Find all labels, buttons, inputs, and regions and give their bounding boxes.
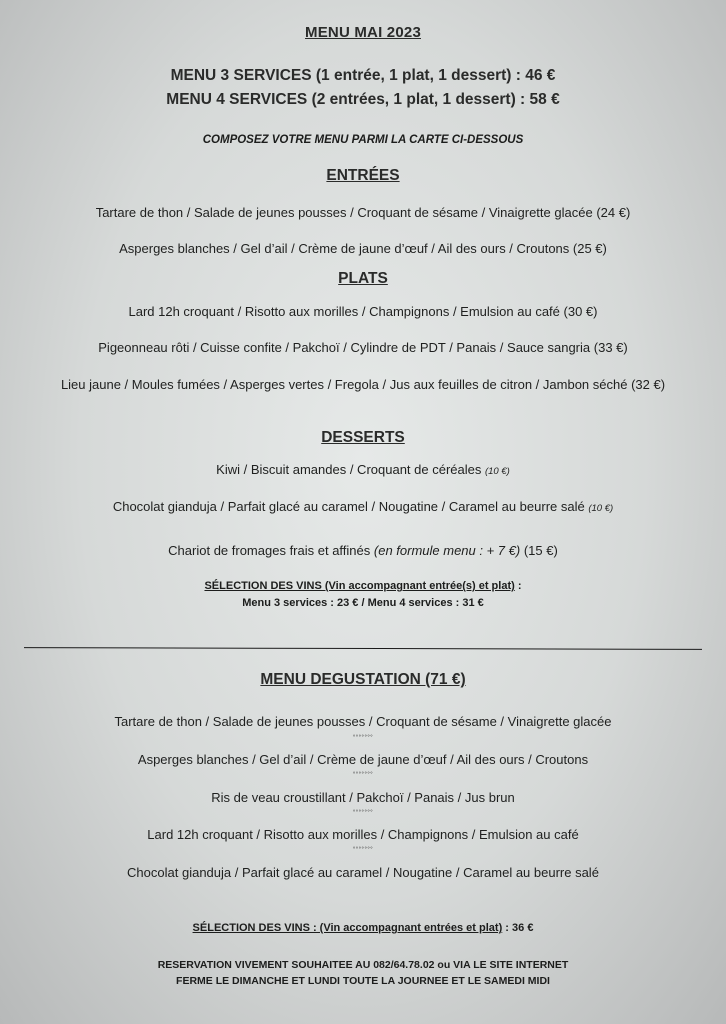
wine-selection-title [0, 580, 726, 592]
menu-4-services: MENU 4 SERVICES (2 entrées, 1 plat, 1 dessert) : 58 € [166, 91, 560, 108]
course-separator: °°°°°°° [352, 735, 374, 741]
entree-price: (24 €) [596, 205, 631, 220]
plat-price: (33 €) [593, 340, 628, 355]
degustation-heading: MENU DEGUSTATION (71 €) [260, 671, 466, 688]
entree-item [0, 205, 726, 220]
course-separator: °°°°°°° [352, 847, 374, 853]
entrees-heading: ENTRÉES [326, 167, 400, 184]
dessert-price: (15 €) [523, 543, 558, 558]
wine-selection-suffix: : [514, 580, 522, 592]
desserts-heading: DESSERTS [321, 429, 405, 446]
section-divider [24, 647, 702, 650]
entree-price: (25 €) [572, 241, 607, 256]
course-separator: °°°°°°° [352, 772, 374, 778]
entree-text: Asperges blanches / Gel d’ail / Crème de jaune d’œuf / Ail des ours / Croutons [119, 241, 570, 256]
dessert-item [0, 499, 726, 514]
degustation-course: Chocolat gianduja / Parfait glacé au caramel / Nougatine / Caramel au beurre salé [127, 865, 599, 880]
dessert-price: (10 €) [588, 503, 614, 514]
plat-price: (30 €) [563, 304, 598, 319]
menu-title: MENU MAI 2023 [305, 24, 421, 41]
dessert-text: Chariot de fromages frais et affinés [168, 543, 371, 558]
plats-heading: PLATS [338, 270, 388, 287]
formula-note: (en formule menu : + 7 €) [373, 543, 521, 558]
course-separator: °°°°°°° [352, 810, 374, 816]
plat-text: Pigeonneau rôti / Cuisse confite / Pakchoï / Cylindre de PDT / Panais / Sauce sangria [98, 340, 591, 355]
dessert-item [0, 543, 726, 558]
reservation-note: RESERVATION VIVEMENT SOUHAITEE AU 082/64.78.02 ou VIA LE SITE INTERNET [157, 959, 569, 971]
menu-3-services: MENU 3 SERVICES (1 entrée, 1 plat, 1 dessert) : 46 € [170, 67, 556, 84]
plat-item [0, 377, 726, 392]
compose-note: COMPOSEZ VOTRE MENU PARMI LA CARTE CI-DESSOUS [202, 134, 524, 146]
dessert-price: (10 €) [484, 466, 510, 477]
entree-item [0, 241, 726, 256]
degustation-wine-selection [0, 922, 726, 934]
dessert-text: Kiwi / Biscuit amandes / Croquant de céréales [216, 462, 482, 477]
plat-price: (32 €) [631, 377, 666, 392]
plat-item [0, 304, 726, 319]
wine-selection-label: SÉLECTION DES VINS (Vin accompagnant entrée(s) et plat) [204, 580, 515, 592]
plat-text: Lard 12h croquant / Risotto aux morilles / Champignons / Emulsion au café [128, 304, 560, 319]
entree-text: Tartare de thon / Salade de jeunes pousses / Croquant de sésame / Vinaigrette glacée [95, 205, 593, 220]
degustation-course: Tartare de thon / Salade de jeunes pousses / Croquant de sésame / Vinaigrette glacée [114, 714, 612, 729]
plat-item [0, 340, 726, 355]
degustation-wine-label: SÉLECTION DES VINS : (Vin accompagnant entrées et plat) [192, 922, 503, 934]
dessert-item [0, 462, 726, 477]
plat-text: Lieu jaune / Moules fumées / Asperges vertes / Fregola / Jus aux feuilles de citron / Jambon séché [60, 377, 628, 392]
wine-selection-prices: Menu 3 services : 23 € / Menu 4 services : 31 € [242, 597, 484, 609]
closing-hours: FERME LE DIMANCHE ET LUNDI TOUTE LA JOURNEE ET LE SAMEDI MIDI [176, 975, 550, 987]
degustation-course: Lard 12h croquant / Risotto aux morilles / Champignons / Emulsion au café [147, 827, 579, 842]
degustation-wine-price: : 36 € [502, 922, 534, 934]
dessert-text: Chocolat gianduja / Parfait glacé au caramel / Nougatine / Caramel au beurre salé [112, 499, 585, 514]
degustation-course: Asperges blanches / Gel d’ail / Crème de jaune d’œuf / Ail des ours / Croutons [137, 752, 589, 767]
degustation-course: Ris de veau croustillant / Pakchoï / Panais / Jus brun [211, 790, 515, 805]
